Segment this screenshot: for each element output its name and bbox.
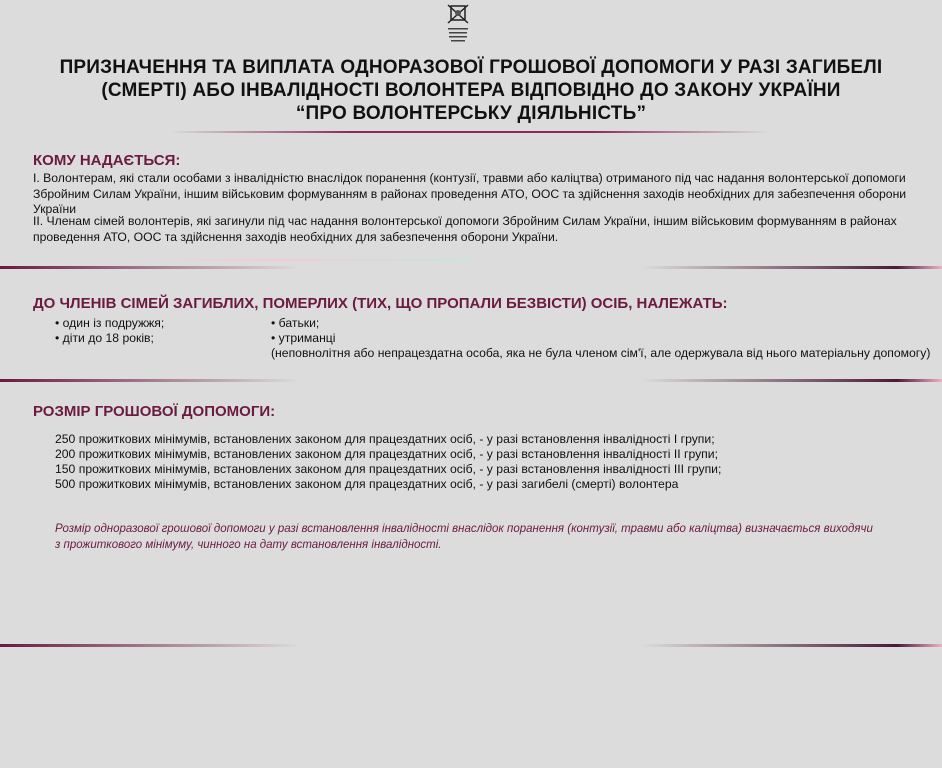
divider bbox=[150, 259, 470, 261]
divider bbox=[170, 131, 770, 133]
eligibility-item-2: II. Членам сімей волонтерів, які загинули під час надання волонтерської допомоги Збройним Силам України, іншим військовим формуванням в районах проведення АТО, ООС та здійснення заходів необхідних для забезпечення оборони України. bbox=[33, 214, 897, 244]
section-heading-amount: РОЗМІР ГРОШОВОЇ ДОПОМОГИ: bbox=[33, 403, 276, 420]
family-list-right bbox=[271, 316, 930, 361]
title-line: ПРИЗНАЧЕННЯ ТА ВИПЛАТА ОДНОРАЗОВОЇ ГРОШОВОЇ ДОПОМОГИ У РАЗІ ЗАГИБЕЛІ bbox=[59, 57, 883, 78]
amount-note bbox=[55, 521, 873, 553]
family-list-left bbox=[55, 316, 164, 346]
divider bbox=[642, 266, 942, 269]
list-item: • батьки; bbox=[271, 316, 320, 330]
note-line: Розмір одноразової грошової допомоги у разі встановлення інвалідності внаслідок поранення (контузії, травми або каліцтва) визначається виходячи bbox=[55, 523, 873, 535]
section-heading-who: КОМУ НАДАЄТЬСЯ: bbox=[33, 152, 181, 169]
ministry-logo bbox=[445, 4, 471, 46]
divider bbox=[642, 644, 942, 647]
amount-line: 150 прожиткових мінімумів, встановлених законом для працездатних осіб, - у разі встановлення інвалідності III групи; bbox=[55, 462, 722, 476]
note-line: з прожиткового мінімуму, чинного на дату встановлення інвалідності. bbox=[55, 539, 442, 551]
amount-line: 200 прожиткових мінімумів, встановлених законом для працездатних осіб, - у разі встановлення інвалідності II групи; bbox=[55, 447, 718, 461]
list-item: • один із подружжя; bbox=[55, 316, 165, 330]
divider bbox=[0, 266, 300, 269]
amount-line: 250 прожиткових мінімумів, встановлених законом для працездатних осіб, - у разі встановлення інвалідності I групи; bbox=[55, 432, 715, 446]
title-line: (СМЕРТІ) АБО ІНВАЛІДНОСТІ ВОЛОНТЕРА ВІДПОВІДНО ДО ЗАКОНУ УКРАЇНИ bbox=[101, 80, 841, 101]
divider bbox=[0, 379, 300, 382]
amount-line: 500 прожиткових мінімумів, встановлених законом для працездатних осіб, - у разі загибелі (смерті) волонтера bbox=[55, 477, 679, 491]
divider bbox=[0, 644, 300, 647]
title-line: “ПРО ВОЛОНТЕРСЬКУ ДІЯЛЬНІСТЬ” bbox=[295, 103, 647, 124]
list-item: • утриманці bbox=[271, 331, 336, 345]
page-title bbox=[0, 56, 942, 125]
list-item-note: (неповнолітня або непрацездатна особа, яка не була членом сім'ї, але одержувала від нього матеріальну допомогу) bbox=[271, 346, 931, 360]
list-item: • діти до 18 років; bbox=[55, 331, 154, 345]
amount-list bbox=[55, 432, 721, 492]
section-heading-family: ДО ЧЛЕНІВ СІМЕЙ ЗАГИБЛИХ, ПОМЕРЛИХ (ТИХ, ЩО ПРОПАЛИ БЕЗВІСТИ) ОСІБ, НАЛЕЖАТЬ: bbox=[33, 295, 728, 312]
eligibility-item-1: I. Волонтерам, які стали особами з інвалідністю внаслідок поранення (контузії, травми або каліцтва) отриманого під час надання волонтерської допомоги Збройним Силам України, іншим військовим формуванням в районах проведення АТО, ООС та здійснення заходів необхідних для забезпечення оборони України bbox=[33, 171, 907, 216]
divider bbox=[642, 379, 942, 382]
